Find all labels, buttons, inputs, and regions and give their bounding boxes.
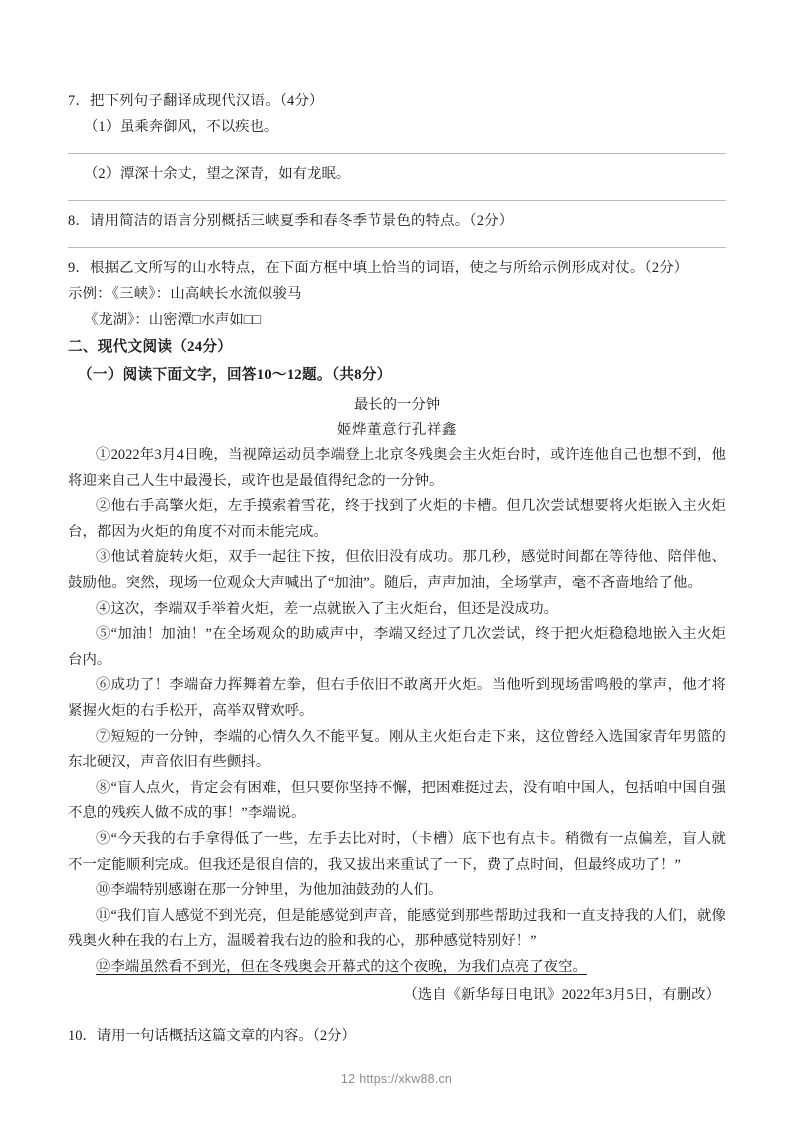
footer-url: https://xkw88.cn [359, 1072, 453, 1086]
spacer [68, 248, 726, 255]
underlined-sentence: ⑫李端虽然看不到光，但在冬残奥会开幕式的这个夜晚，为我们点亮了夜空。 [96, 958, 587, 975]
article-title: 最长的一分钟 [353, 397, 441, 413]
article-attribution: （选自《新华每日电讯》2022年3月5日，有删改） [403, 987, 720, 1004]
spacer [68, 234, 726, 247]
article-paragraph-underlined [68, 955, 726, 981]
article-paragraph: ⑥成功了！李端奋力挥舞着左拳，但右手依旧不敢离开火炬。当他听到现场雷鸣般的掌声，他才将紧握火炬的右手松开，高举双臂欢呼。 [68, 677, 726, 719]
article-paragraph: ⑪“我们盲人感觉不到光亮，但是能感觉到声音，能感觉到那些帮助过我和一直支持我的人们，就像残奥火种在我的右上方，温暖着我右边的脸和我的心，那种感觉特别好！” [68, 907, 726, 950]
article-paragraph: ④这次，李端双手举着火炬，差一点就嵌入了主火炬台，但还是没成功。 [96, 600, 559, 617]
article-byline: 姬烨董意行孔祥鑫 [337, 422, 457, 438]
footer-page-number: 12 [340, 1072, 356, 1086]
spacer [68, 201, 726, 208]
question-7-item-1: （1）虽乘奔御风，不以疾也。 [84, 119, 279, 135]
article-paragraph: ⑩李端特别感谢在那一分钟里，为他加油鼓劲的人们。 [96, 882, 443, 899]
page-footer [0, 1072, 793, 1086]
question-8-stem: 8．请用简洁的语言分别概括三峡夏季和春冬季节景色的特点。（2分） [68, 213, 514, 229]
page-content [68, 88, 726, 1049]
article-paragraph: ⑤“加油！加油！”在全场观众的助威声中，李端又经过了几次尝试，终于把火炬稳稳地嵌入主火炬台内。 [68, 626, 726, 668]
question-7-item-2: （2）潭深十余丈，望之深青，如有龙眠。 [84, 166, 351, 182]
article-paragraph: ③他试着旋转火炬，双手一起往下按，但依旧没有成功。那几秒，感觉时间都在等待他、陪伴他、鼓励他。突然，现场一位观众大声喊出了“加油”。随后，声声加油，全场掌声，毫不吝啬地给了他。 [68, 549, 726, 591]
question-10-stem: 10．请用一句话概括这篇文章的内容。（2分） [68, 1028, 356, 1045]
article-paragraph: ⑦短短的一分钟，李端的心情久久不能平复。刚从主火炬台走下来，这位曾经入选国家青年男篮的东北硬汉，声音依旧有些颤抖。 [68, 728, 726, 771]
spacer [68, 187, 726, 200]
question-9-answer-row[interactable]: 《龙湖》：山密潭□水声如□□ [84, 312, 262, 328]
question-9-stem: 9．根据乙文所写的山水特点，在下面方框中填上恰当的词语，使之与所给示例形成对仗。（2分） [68, 260, 689, 276]
section-heading: 二、现代文阅读（24分） [68, 339, 233, 355]
article-paragraph: ⑧“盲人点火，肯定会有困难，但只要你坚持不懈，把困难挺过去，没有咱中国人，包括咱中国自强不息的残疾人做不成的事！”李端说。 [68, 779, 726, 822]
article-paragraph: ①2022年3月4日晚，当视障运动员李端登上北京冬残奥会主火炬台时，或许连他自己也想不到，他将迎来自己人生中最漫长，或许也是最值得纪念的一分钟。 [68, 447, 726, 489]
question-7-stem: 7．把下列句子翻译成现代汉语。（4分） [68, 93, 324, 109]
spacer [68, 154, 726, 161]
spacer [68, 140, 726, 153]
article-paragraph: ②他右手高擎火炬，左手摸索着雪花，终于找到了火炬的卡槽。但几次尝试想要将火炬嵌入主火炬台，都因为火炬的角度不对而未能完成。 [68, 498, 726, 540]
question-9-example: 示例：《三峡》：山高峡长水流似骏马 [68, 286, 302, 302]
section-subheading: （一）阅读下面文字，回答10～12题。（共8分） [78, 367, 392, 383]
article-paragraph: ⑨“今天我的右手拿得低了一些，左手去比对时，（卡槽）底下也有点卡。稍微有一点偏差，盲人就不一定能顺利完成。但我还是很自信的，我又拔出来重试了一下，费了点时间，但最终成功了！” [68, 830, 726, 873]
